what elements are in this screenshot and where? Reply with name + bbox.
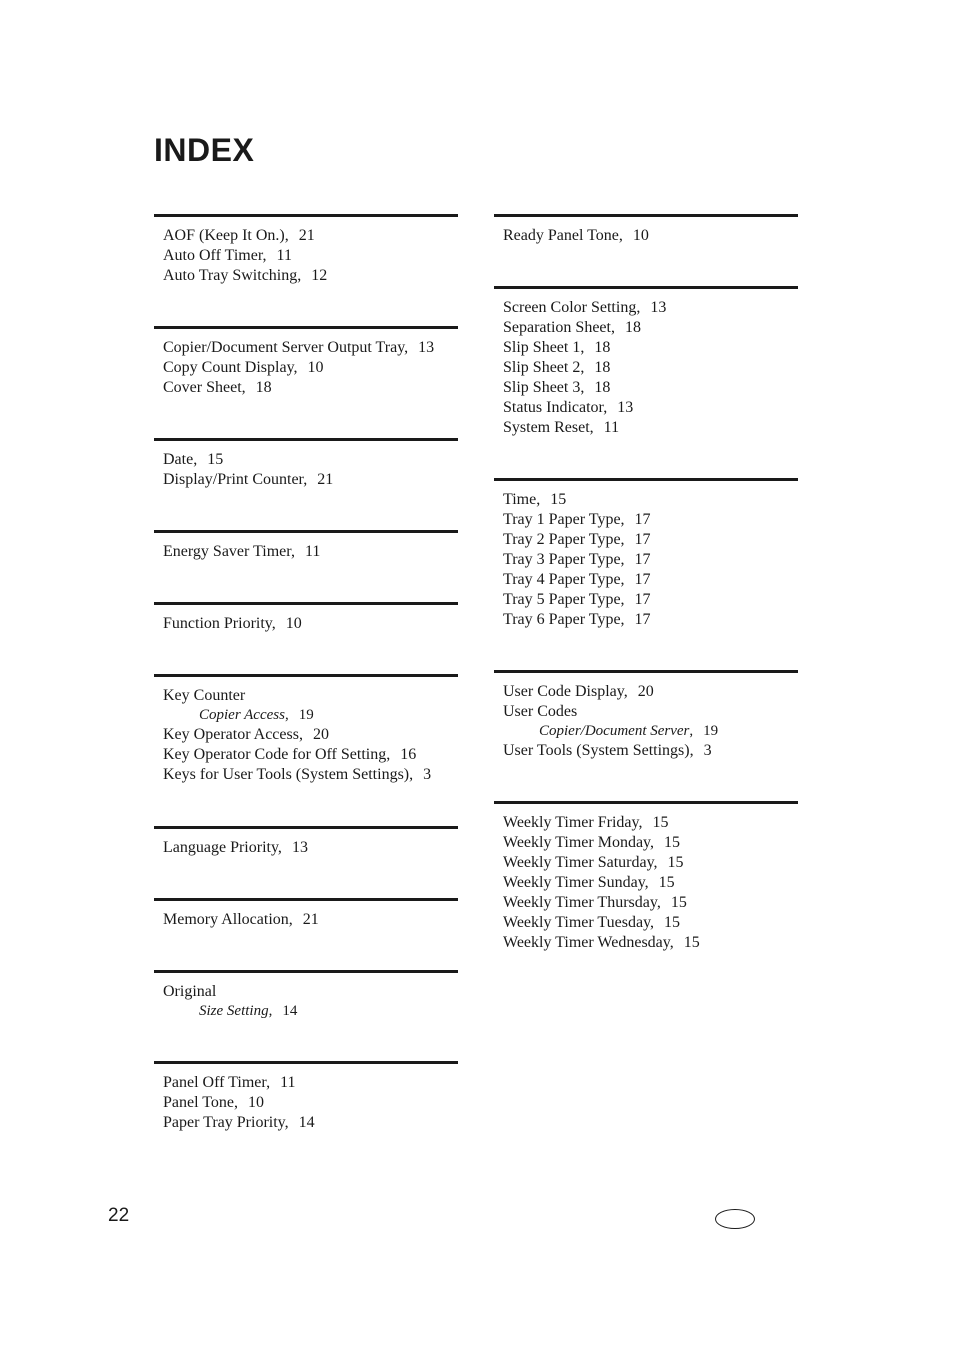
index-entry-page: 15 bbox=[664, 834, 680, 851]
index-entry-term: Tray 4 Paper Type, bbox=[503, 571, 625, 588]
index-entry-page: 15 bbox=[667, 854, 684, 871]
index-entry-term: Tray 1 Paper Type, bbox=[503, 511, 625, 528]
index-entry-term: Weekly Timer Wednesday, bbox=[503, 934, 674, 951]
index-group bbox=[154, 1061, 458, 1151]
index-entry-term: Tray 3 Paper Type, bbox=[503, 551, 625, 568]
index-entry bbox=[503, 530, 798, 550]
index-entry-term: Language Priority, bbox=[163, 839, 282, 856]
index-entry-page: 15 bbox=[670, 894, 687, 911]
index-entry-page: 17 bbox=[634, 551, 651, 568]
index-entry-page: 18 bbox=[255, 379, 272, 396]
index-entry-term: Key Operator Access, bbox=[163, 726, 303, 743]
index-entry bbox=[503, 610, 798, 630]
index-entry-page: 13 bbox=[418, 339, 435, 356]
index-subentry bbox=[163, 706, 458, 725]
index-entry-term: Tray 6 Paper Type, bbox=[503, 611, 625, 628]
index-entry-term: Time, bbox=[503, 491, 541, 508]
index-group bbox=[154, 898, 458, 970]
separator-comma: , bbox=[268, 1003, 273, 1019]
index-entry-page: 21 bbox=[298, 227, 315, 244]
index-entry-term: Memory Allocation, bbox=[163, 911, 293, 928]
index-entry-page: 14 bbox=[298, 1114, 315, 1131]
index-group bbox=[154, 438, 458, 530]
index-subentry-page: 19 bbox=[703, 723, 719, 739]
index-entry-page: 11 bbox=[276, 247, 292, 264]
index-entry-page: 15 bbox=[550, 491, 567, 508]
index-group bbox=[494, 286, 798, 478]
index-entry-term: Display/Print Counter, bbox=[163, 471, 308, 488]
index-entry-term: Separation Sheet, bbox=[503, 319, 615, 336]
index-entry-page: 13 bbox=[291, 839, 308, 856]
index-entry-term: User Codes bbox=[503, 703, 578, 720]
index-entry bbox=[163, 1113, 458, 1133]
index-entry-term: Original bbox=[163, 983, 217, 1000]
separator-comma: , bbox=[284, 707, 289, 723]
index-entry-page: 10 bbox=[307, 359, 324, 376]
index-entry-term: Slip Sheet 1, bbox=[503, 339, 585, 356]
index-entry-page: 10 bbox=[285, 615, 302, 632]
index-entry bbox=[163, 614, 458, 634]
separator-comma: , bbox=[689, 723, 694, 739]
index-entry bbox=[503, 682, 798, 702]
index-entry bbox=[163, 470, 458, 490]
index-group bbox=[154, 826, 458, 898]
index-entry-page: 20 bbox=[312, 726, 329, 743]
index-entry-page: 18 bbox=[624, 319, 641, 336]
index-entry-term: Key Counter bbox=[163, 687, 246, 704]
index-column-left bbox=[154, 214, 458, 1151]
index-entry-term: Copier/Document Server Output Tray, bbox=[163, 339, 409, 356]
index-entry bbox=[163, 542, 458, 562]
index-group bbox=[154, 214, 458, 326]
index-entry-term: Function Priority, bbox=[163, 615, 276, 632]
index-entry-term: User Tools (System Settings), bbox=[503, 742, 694, 759]
index-entry-term: Panel Tone, bbox=[163, 1094, 239, 1111]
index-entry-term: Weekly Timer Tuesday, bbox=[503, 914, 655, 931]
index-entry-term: Panel Off Timer, bbox=[163, 1074, 271, 1091]
page-title: INDEX bbox=[154, 132, 255, 168]
index-entry-page: 16 bbox=[400, 746, 417, 763]
index-entry-term: Weekly Timer Monday, bbox=[503, 834, 654, 851]
index-entry-term: Copy Count Display, bbox=[163, 359, 298, 376]
index-entry-page: 20 bbox=[637, 683, 654, 700]
index-entry-term: Key Operator Code for Off Setting, bbox=[163, 746, 391, 763]
index-entry bbox=[503, 318, 798, 338]
index-entry-term: Tray 2 Paper Type, bbox=[503, 531, 625, 548]
index-entry bbox=[163, 765, 458, 785]
index-entry-page: 15 bbox=[652, 814, 669, 831]
index-entry bbox=[503, 893, 798, 913]
index-group bbox=[154, 602, 458, 674]
index-entry-page: 11 bbox=[304, 543, 321, 560]
index-entry-page: 17 bbox=[634, 611, 651, 628]
index-entry bbox=[163, 745, 458, 765]
index-subentry-term: Size Setting bbox=[199, 1003, 269, 1019]
index-entry-page: 13 bbox=[650, 299, 667, 316]
index-entry bbox=[163, 450, 458, 470]
index-entry bbox=[503, 398, 798, 418]
index-entry-term: Weekly Timer Thursday, bbox=[503, 894, 661, 911]
index-entry-term: Slip Sheet 3, bbox=[503, 379, 585, 396]
index-entry bbox=[163, 910, 458, 930]
index-entry bbox=[503, 570, 798, 590]
index-entry-page: 10 bbox=[248, 1094, 265, 1111]
index-subentry-term: Copier/Document Server bbox=[539, 723, 690, 739]
index-entry-page: 18 bbox=[594, 339, 611, 356]
index-entry-page: 12 bbox=[311, 267, 328, 284]
index-entry-page: 18 bbox=[594, 379, 611, 396]
index-entry bbox=[503, 933, 798, 953]
index-group bbox=[154, 326, 458, 438]
index-entry-term: Status Indicator, bbox=[503, 399, 608, 416]
index-entry-term: Paper Tray Priority, bbox=[163, 1114, 289, 1131]
index-group bbox=[494, 801, 798, 961]
index-entry bbox=[163, 838, 458, 858]
index-entry-page: 17 bbox=[634, 591, 651, 608]
index-entry-page: 3 bbox=[423, 766, 432, 783]
language-tab-oval-icon bbox=[715, 1209, 755, 1229]
index-entry-term: Auto Off Timer, bbox=[163, 247, 267, 264]
index-subentry-term: Copier Access bbox=[199, 707, 285, 723]
page-number: 22 bbox=[108, 1205, 130, 1226]
index-subentry-page: 19 bbox=[298, 707, 314, 723]
index-entry-page: 11 bbox=[603, 419, 620, 436]
index-entry-page: 15 bbox=[658, 874, 675, 891]
index-entry bbox=[503, 298, 798, 318]
index-entry bbox=[503, 550, 798, 570]
index-entry-page: 17 bbox=[634, 571, 651, 588]
index-entry bbox=[503, 913, 798, 933]
index-entry-page: 17 bbox=[634, 511, 651, 528]
index-entry bbox=[163, 266, 458, 286]
index-group bbox=[494, 214, 798, 286]
index-entry-page: 17 bbox=[634, 531, 651, 548]
index-entry bbox=[163, 686, 458, 706]
index-group bbox=[154, 674, 458, 826]
index-entry bbox=[163, 378, 458, 398]
index-subentry bbox=[503, 722, 798, 741]
index-entry-term: Weekly Timer Saturday, bbox=[503, 854, 658, 871]
index-entry-page: 3 bbox=[703, 742, 712, 759]
index-entry bbox=[503, 813, 798, 833]
index-subentry bbox=[163, 1002, 458, 1021]
index-group bbox=[154, 530, 458, 602]
index-entry-page: 15 bbox=[683, 934, 700, 951]
index-entry bbox=[163, 982, 458, 1002]
index-group bbox=[494, 670, 798, 801]
index-entry-page: 10 bbox=[632, 227, 649, 244]
index-entry bbox=[163, 226, 458, 246]
index-entry-term: AOF (Keep It On.), bbox=[163, 227, 289, 244]
index-entry bbox=[163, 358, 458, 378]
index-entry-term: Auto Tray Switching, bbox=[163, 267, 302, 284]
index-entry-page: 15 bbox=[207, 451, 224, 468]
index-entry-term: System Reset, bbox=[503, 419, 594, 436]
index-subentry-page: 14 bbox=[282, 1003, 298, 1019]
index-entry-term: Cover Sheet, bbox=[163, 379, 246, 396]
index-entry bbox=[503, 702, 798, 722]
index-entry bbox=[163, 1073, 458, 1093]
index-entry bbox=[163, 338, 458, 358]
index-entry-term: Energy Saver Timer, bbox=[163, 543, 295, 560]
index-entry-term: Slip Sheet 2, bbox=[503, 359, 585, 376]
index-entry-page: 11 bbox=[280, 1074, 296, 1091]
index-entry-term: User Code Display, bbox=[503, 683, 628, 700]
index-entry bbox=[503, 853, 798, 873]
index-entry bbox=[503, 833, 798, 853]
index-entry bbox=[503, 510, 798, 530]
index-entry-page: 21 bbox=[302, 911, 319, 928]
index-entry bbox=[503, 873, 798, 893]
index-entry-page: 18 bbox=[594, 359, 611, 376]
index-entry-term: Ready Panel Tone, bbox=[503, 227, 623, 244]
index-entry bbox=[503, 590, 798, 610]
index-entry bbox=[503, 741, 798, 761]
index-entry-page: 21 bbox=[317, 471, 334, 488]
index-entry-page: 13 bbox=[617, 399, 634, 416]
index-entry-term: Keys for User Tools (System Settings), bbox=[163, 766, 414, 783]
index-entry bbox=[503, 226, 798, 246]
index-entry bbox=[503, 418, 798, 438]
index-column-right bbox=[494, 214, 798, 961]
index-entry bbox=[163, 1093, 458, 1113]
index-entry-page: 15 bbox=[664, 914, 681, 931]
index-entry bbox=[163, 725, 458, 745]
index-entry-term: Screen Color Setting, bbox=[503, 299, 641, 316]
index-entry-term: Weekly Timer Friday, bbox=[503, 814, 643, 831]
index-entry bbox=[503, 490, 798, 510]
index-entry-term: Tray 5 Paper Type, bbox=[503, 591, 625, 608]
index-entry bbox=[503, 378, 798, 398]
index-entry bbox=[503, 358, 798, 378]
index-group bbox=[154, 970, 458, 1061]
index-entry bbox=[163, 246, 458, 266]
index-entry bbox=[503, 338, 798, 358]
index-group bbox=[494, 478, 798, 670]
index-entry-term: Weekly Timer Sunday, bbox=[503, 874, 649, 891]
index-entry-term: Date, bbox=[163, 451, 198, 468]
